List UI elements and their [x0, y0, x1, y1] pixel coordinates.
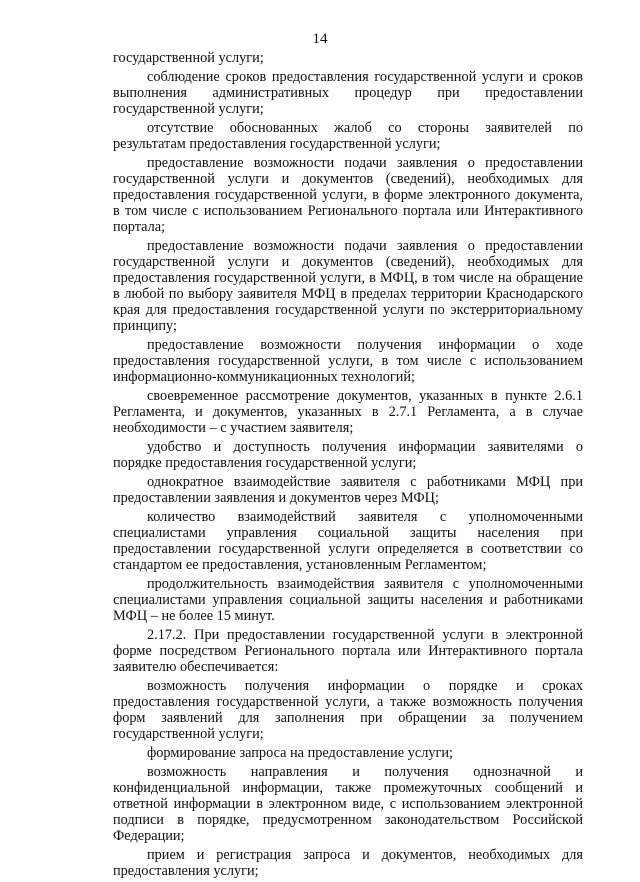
paragraph: удобство и доступность получения информации заявителями о порядке предоставления государственной услуги; — [113, 439, 583, 471]
paragraph: продолжительность взаимодействия заявителя с уполномоченными специалистами управления социальной защиты населения и работниками МФЦ – не более 15 минут. — [113, 576, 583, 624]
paragraph: предоставление возможности подачи заявления о предоставлении государственной услуги и документов (сведений), необходимых для предоставления государственной услуги, в МФЦ, в том числе на обращение в любой по выбору заявителя МФЦ в пределах территории Краснодарского края для предоставления государственной услуги по экстерриториальному принципу; — [113, 238, 583, 334]
paragraph: предоставление возможности получения информации о ходе предоставления государственной услуги, в том числе с использованием информационно-коммуникационных технологий; — [113, 337, 583, 385]
paragraph: своевременное рассмотрение документов, указанных в пункте 2.6.1 Регламента, и документов, указанных в 2.7.1 Регламента, а в случае необходимости – с участием заявителя; — [113, 388, 583, 436]
paragraph: 2.17.2. При предоставлении государственной услуги в электронной форме посредством Регионального портала или Интерактивного портала заявителю обеспечивается: — [113, 627, 583, 675]
document-body — [113, 50, 583, 882]
paragraph: прием и регистрация запроса и документов, необходимых для предоставления услуги; — [113, 847, 583, 879]
paragraph: предоставление возможности подачи заявления о предоставлении государственной услуги и документов (сведений), необходимых для предоставления государственной услуги, в форме электронного документа, в том числе с использованием Регионального портала или Интерактивного портала; — [113, 155, 583, 235]
paragraph: соблюдение сроков предоставления государственной услуги и сроков выполнения административных процедур при предоставлении государственной услуги; — [113, 69, 583, 117]
page-number: 14 — [312, 31, 328, 47]
paragraph: возможность получения информации о порядке и сроках предоставления государственной услуги, а также возможность получения форм заявлений для заполнения при обращении за получением государственной услуги; — [113, 678, 583, 742]
paragraph: отсутствие обоснованных жалоб со стороны заявителей по результатам предоставления государственной услуги; — [113, 120, 583, 152]
paragraph: количество взаимодействий заявителя с уполномоченными специалистами управления социальной защиты населения при предоставлении государственной услуги определяется в соответствии со стандартом ее предоставления, установленным Регламентом; — [113, 509, 583, 573]
paragraph: однократное взаимодействие заявителя с работниками МФЦ при предоставлении заявления и документов через МФЦ; — [113, 474, 583, 506]
paragraph: государственной услуги; — [113, 50, 264, 66]
paragraph: формирование запроса на предоставление услуги; — [147, 745, 453, 761]
paragraph: возможность направления и получения однозначной и конфиденциальной информации, также промежуточных сообщений и ответной информации в электронном виде, с использованием электронной подписи в порядке, предусмотренном законодательством Российской Федерации; — [113, 764, 583, 844]
